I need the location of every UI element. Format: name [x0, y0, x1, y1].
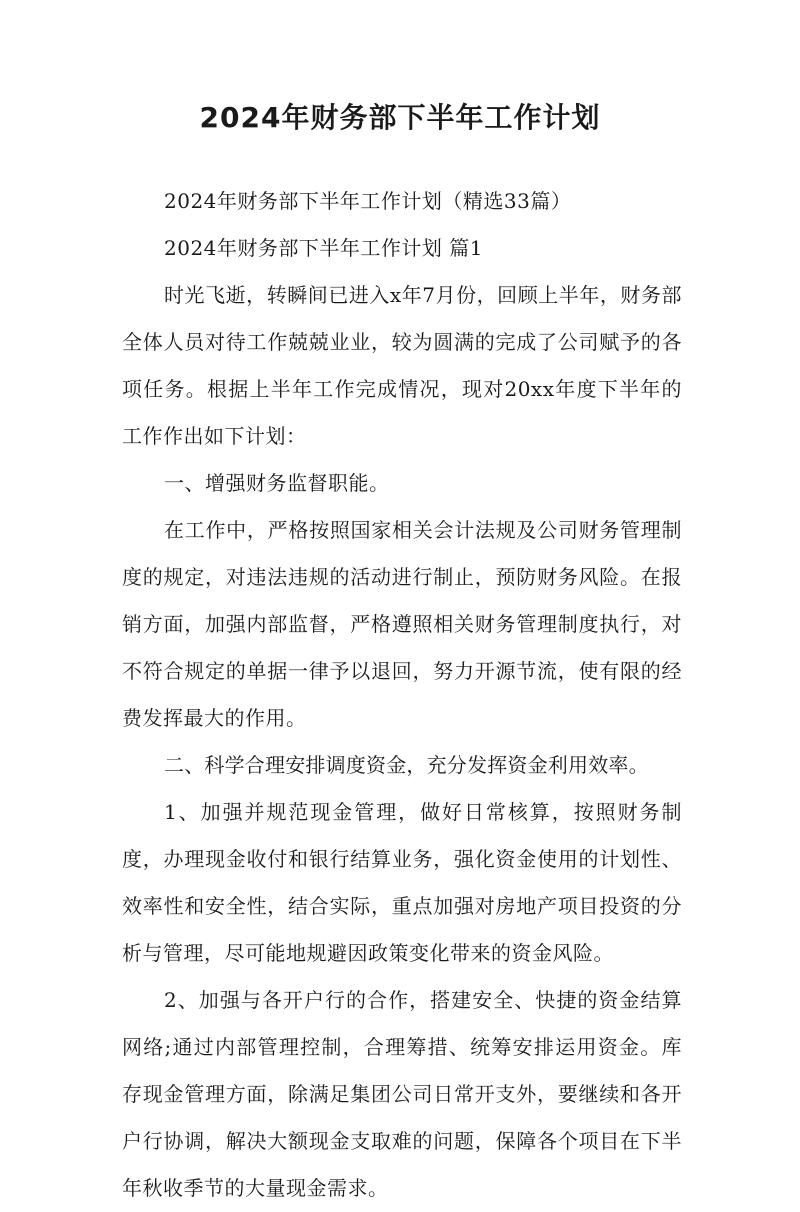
- heading-one-paragraph: 一、增强财务监督职能。: [164, 471, 390, 495]
- document-title: 2024年财务部下半年工作计划: [199, 101, 601, 134]
- subtitle-paragraph: 2024年财务部下半年工作计划（精选33篇）: [164, 189, 572, 213]
- bank-cooperation-paragraph: 2、加强与各开户行的合作，搭建安全、快捷的资金结算网络;通过内部管理控制，合理筹措、统筹安排运用资金。库存现金管理方面，除满足集团公司日常开支外，要继续和各开户行协调，解决大额现金支取难的问题，保障各个项目在下半年秋收季节的大量现金需求。: [122, 988, 682, 1200]
- cash-management-paragraph: 1、加强并规范现金管理，做好日常核算，按照财务制度，办理现金收付和银行结算业务，强化资金使用的计划性、效率性和安全性，结合实际，重点加强对房地产项目投资的分析与管理，尽可能地规避因政策变化带来的资金风险。: [122, 800, 682, 965]
- heading-two-paragraph: 二、科学合理安排调度资金，充分发挥资金利用效率。: [164, 753, 649, 777]
- financial-supervision-paragraph: 在工作中，严格按照国家相关会计法规及公司财务管理制度的规定，对违法违规的活动进行制止，预防财务风险。在报销方面，加强内部监督，严格遵照相关财务管理制度执行，对不符合规定的单据一律予以退回，努力开源节流，使有限的经费发挥最大的作用。: [122, 518, 682, 730]
- section-heading-paragraph: 2024年财务部下半年工作计划 篇1: [164, 236, 483, 260]
- document-body: [122, 178, 682, 1212]
- intro-paragraph: 时光飞逝，转瞬间已进入x年7月份，回顾上半年，财务部全体人员对待工作兢兢业业，较为圆满的完成了公司赋予的各项任务。根据上半年工作完成情况，现对20xx年度下半年的工作作出如下计划：: [122, 283, 682, 448]
